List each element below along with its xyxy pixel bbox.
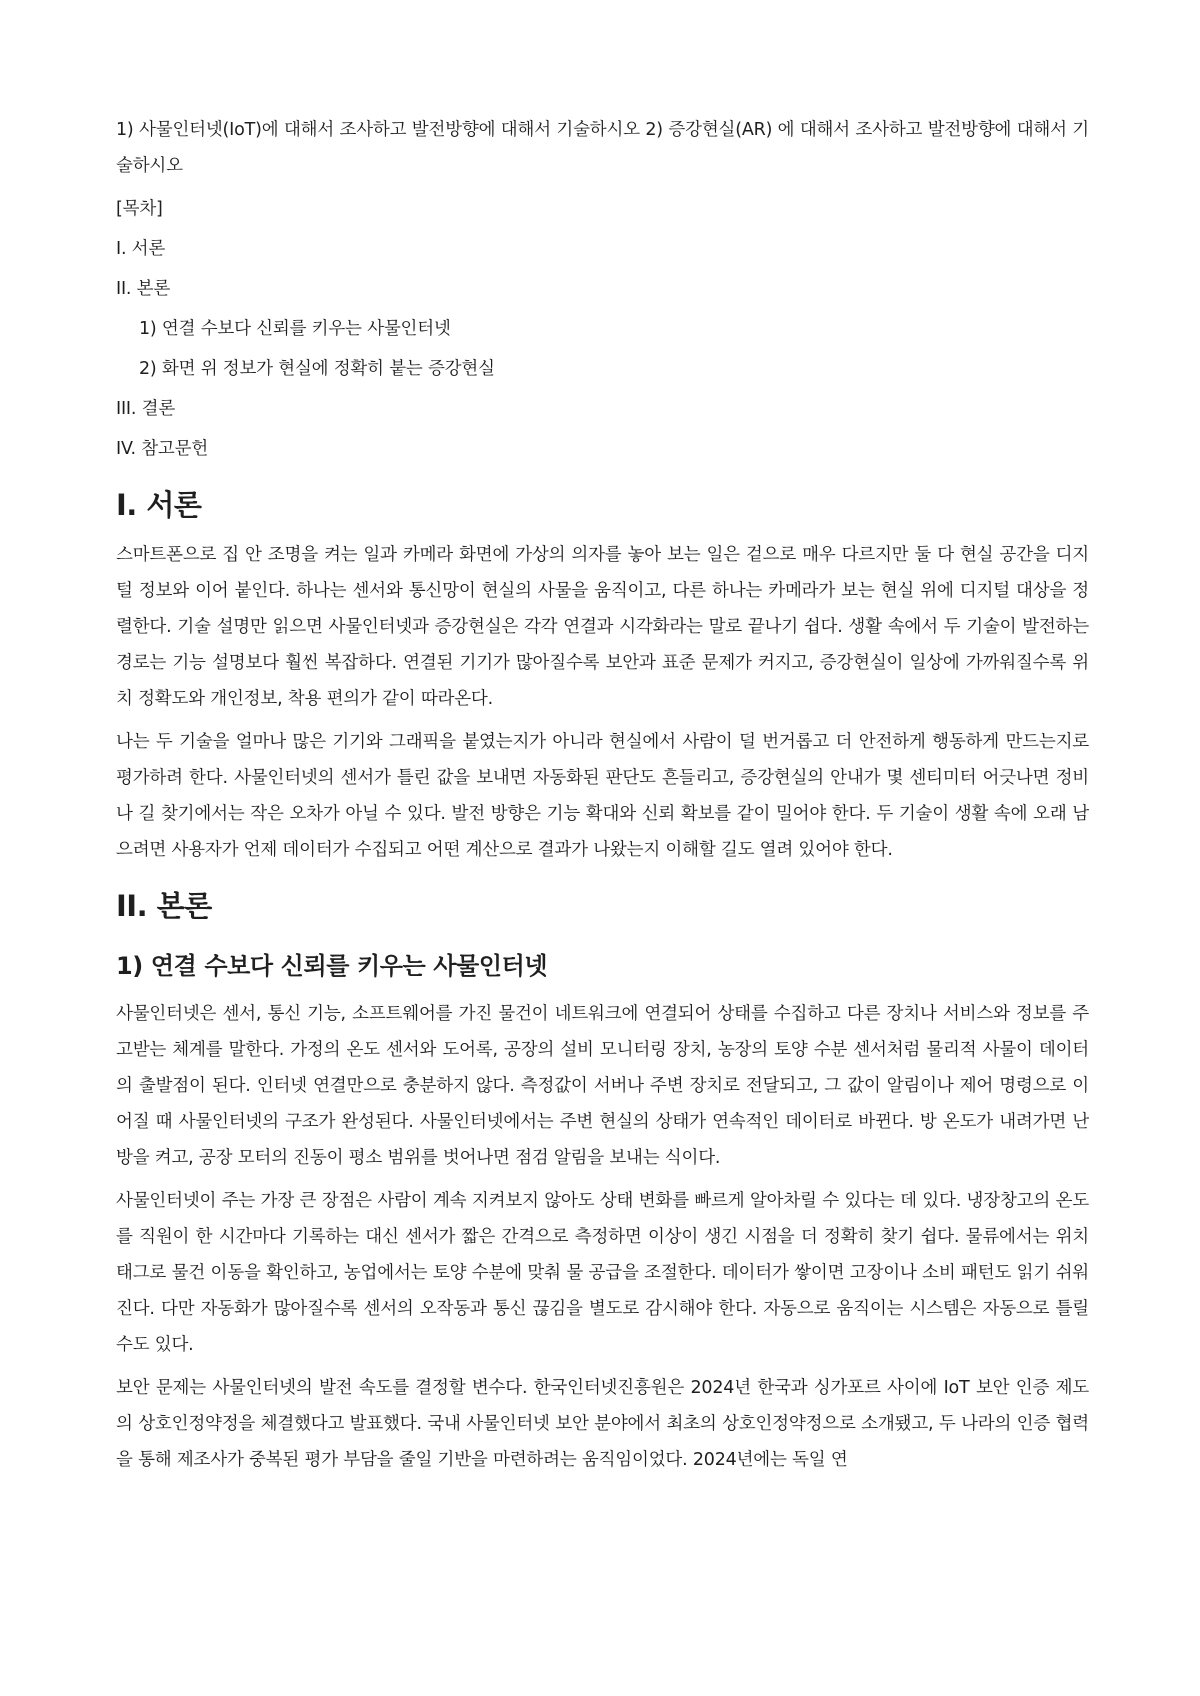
section-1-paragraph-2: 사물인터넷이 주는 가장 큰 장점은 사람이 계속 지켜보지 않아도 상태 변화를 빠르게 알아차릴 수 있다는 데 있다. 냉장창고의 온도를 직원이 한 시간마다 기록하는 대신 센서가 짧은 간격으로 측정하면 이상이 생긴 시점을 더 정확히 찾기 쉽다. 물류에서는 위치 태그로 물건 이동을 확인하고, 농업에서는 토양 수분에 맞춰 물 공급을 조절한다. 데이터가 쌓이면 고장이나 소비 패턴도 읽기 쉬워진다. 다만 자동화가 많아질수록 센서의 오작동과 통신 끊김을 별도로 감시해야 한다. 자동으로 움직이는 시스템은 자동으로 틀릴 수도 있다. (116, 1191, 1089, 1355)
intro-paragraph-1: 스마트폰으로 집 안 조명을 켜는 일과 카메라 화면에 가상의 의자를 놓아 보는 일은 겉으로 매우 다르지만 둘 다 현실 공간을 디지털 정보와 이어 붙인다. 하나는 센서와 통신망이 현실의 사물을 움직이고, 다른 하나는 카메라가 보는 현실 위에 디지털 대상을 정렬한다. 기술 설명만 읽으면 사물인터넷과 증강현실은 각각 연결과 시각화라는 말로 끝나기 쉽다. 생활 속에서 두 기술이 발전하는 경로는 기능 설명보다 훨씬 복잡하다. 연결된 기기가 많아질수록 보안과 표준 문제가 커지고, 증강현실이 일상에 가까워질수록 위치 정확도와 개인정보, 착용 편의가 같이 따라온다. (116, 545, 1089, 709)
toc-item-body-2: 2) 화면 위 정보가 현실에 정확히 붙는 증강현실 (139, 359, 495, 379)
toc-item-conclusion: III. 결론 (116, 399, 176, 419)
intro-heading: I. 서론 (116, 488, 202, 522)
toc-item-references: IV. 참고문헌 (116, 439, 209, 459)
document-page (116, 112, 1089, 1485)
table-of-contents (116, 191, 1089, 467)
toc-heading: [목차] (116, 199, 163, 219)
toc-item-intro: I. 서론 (116, 239, 166, 259)
section-1-heading: 1) 연결 수보다 신뢰를 키우는 사물인터넷 (116, 952, 548, 980)
body-heading: II. 본론 (116, 889, 212, 923)
section-1-paragraph-1: 사물인터넷은 센서, 통신 기능, 소프트웨어를 가진 물건이 네트워크에 연결되어 상태를 수집하고 다른 장치나 서비스와 정보를 주고받는 체계를 말한다. 가정의 온도 센서와 도어록, 공장의 설비 모니터링 장치, 농장의 토양 수분 센서처럼 물리적 사물이 데이터의 출발점이 된다. 인터넷 연결만으로 충분하지 않다. 측정값이 서버나 주변 장치로 전달되고, 그 값이 알림이나 제어 명령으로 이어질 때 사물인터넷의 구조가 완성된다. 사물인터넷에서는 주변 현실의 상태가 연속적인 데이터로 바뀐다. 방 온도가 내려가면 난방을 켜고, 공장 모터의 진동이 평소 범위를 벗어나면 점검 알림을 보내는 식이다. (116, 1004, 1089, 1168)
toc-item-body: II. 본론 (116, 279, 171, 299)
assignment-question: 1) 사물인터넷(IoT)에 대해서 조사하고 발전방향에 대해서 기술하시오 2) 증강현실(AR) 에 대해서 조사하고 발전방향에 대해서 기술하시오 (116, 120, 1089, 176)
toc-item-body-1: 1) 연결 수보다 신뢰를 키우는 사물인터넷 (139, 319, 451, 339)
section-1-paragraph-3: 보안 문제는 사물인터넷의 발전 속도를 결정할 변수다. 한국인터넷진흥원은 2024년 한국과 싱가포르 사이에 IoT 보안 인증 제도의 상호인정약정을 체결했다고 발표했다. 국내 사물인터넷 보안 분야에서 최초의 상호인정약정으로 소개됐고, 두 나라의 인증 협력을 통해 제조사가 중복된 평가 부담을 줄일 기반을 마련하려는 움직임이었다. 2024년에는 독일 연 (116, 1378, 1089, 1470)
intro-paragraph-2: 나는 두 기술을 얼마나 많은 기기와 그래픽을 붙였는지가 아니라 현실에서 사람이 덜 번거롭고 더 안전하게 행동하게 만드는지로 평가하려 한다. 사물인터넷의 센서가 틀린 값을 보내면 자동화된 판단도 흔들리고, 증강현실의 안내가 몇 센티미터 어긋나면 정비나 길 찾기에서는 작은 오차가 아닐 수 있다. 발전 방향은 기능 확대와 신뢰 확보를 같이 밀어야 한다. 두 기술이 생활 속에 오래 남으려면 사용자가 언제 데이터가 수집되고 어떤 계산으로 결과가 나왔는지 이해할 길도 열려 있어야 한다. (116, 732, 1089, 860)
